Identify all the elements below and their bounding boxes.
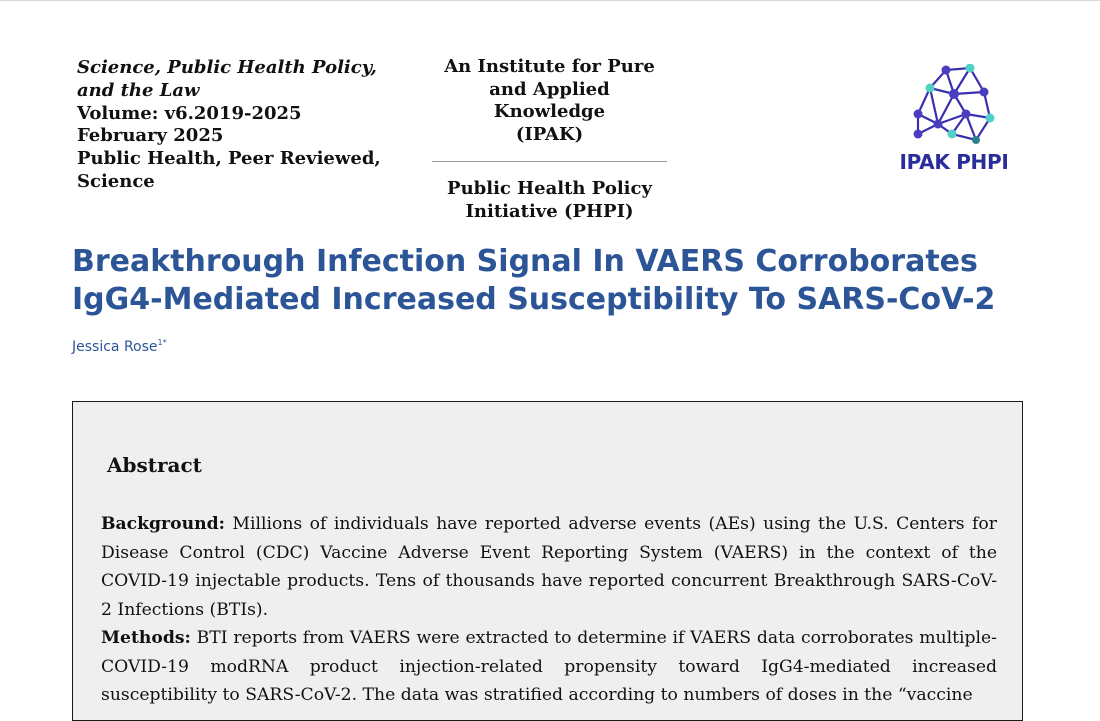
journal-info bbox=[77, 57, 407, 194]
institute-divider bbox=[432, 161, 667, 162]
journal-volume: Volume: v6.2019-2025 bbox=[77, 102, 302, 124]
institute-info bbox=[432, 56, 667, 223]
author-name[interactable]: Jessica Rose bbox=[72, 339, 158, 355]
abstract-background bbox=[101, 510, 997, 624]
brain-network-icon bbox=[896, 64, 1012, 144]
author-affiliation-marker: 1* bbox=[157, 338, 167, 347]
ipak-phpi-logo bbox=[896, 64, 1012, 178]
author[interactable] bbox=[72, 338, 167, 355]
abstract-box bbox=[72, 401, 1023, 721]
logo-text: IPAK PHPI bbox=[899, 150, 1009, 174]
abstract-body bbox=[101, 510, 997, 710]
background-label: Background: bbox=[101, 514, 225, 534]
initiative-name: Public Health Policy Initiative (PHPI) bbox=[447, 178, 652, 222]
methods-label: Methods: bbox=[101, 628, 191, 648]
abstract-methods bbox=[101, 624, 997, 710]
abstract-heading: Abstract bbox=[107, 453, 202, 477]
institute-name: An Institute for Pure and Applied Knowledge (IPAK) bbox=[444, 56, 655, 145]
journal-date: February 2025 bbox=[77, 125, 224, 147]
journal-type: Public Health, Peer Reviewed, Science bbox=[77, 148, 381, 192]
background-text: Millions of individuals have reported adverse events (AEs) using the U.S. Centers for Disease Control (CDC) Vaccine Adverse Event Reporting System (VAERS) in the context of the COVID-19 injectable products. Tens of thousands have reported concurrent Breakthrough SARS-CoV-2 Infections (BTIs). bbox=[101, 514, 997, 620]
journal-name: Science, Public Health Policy, and the Law bbox=[77, 57, 377, 101]
article-title: Breakthrough Infection Signal In VAERS Corroborates IgG4-Mediated Increased Susceptibility To SARS-CoV-2 bbox=[72, 244, 996, 317]
top-border bbox=[0, 0, 1100, 1]
methods-text: BTI reports from VAERS were extracted to determine if VAERS data corroborates multiple-COVID-19 modRNA product injection-related propensity toward IgG4-mediated increased susceptibility to SARS-CoV-2. The data was stratified according to numbers of doses in the “vaccine bbox=[101, 628, 997, 705]
